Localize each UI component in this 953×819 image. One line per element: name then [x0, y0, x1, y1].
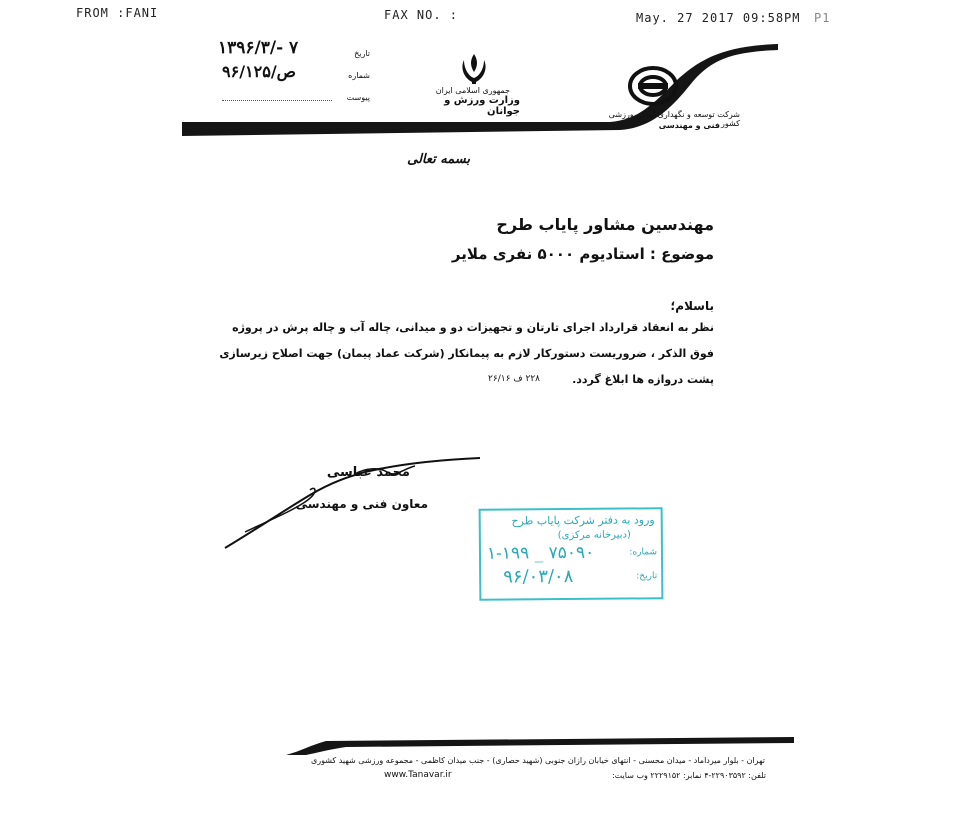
- company-logo-icon: [628, 66, 678, 106]
- receipt-stamp: [479, 507, 664, 601]
- stamp-number-value: ۱-۱۹۹ _ ۷۵۰۹۰: [486, 542, 595, 564]
- ministry-emblem-icon: [458, 52, 490, 86]
- invocation: بسمه تعالی: [407, 152, 470, 167]
- number-value: ۹۶/۱۲۵/ص: [222, 62, 296, 81]
- company-name-line2: فنی و مهندسی: [658, 121, 720, 130]
- footer-band: [286, 735, 796, 757]
- greeting: باسلام؛: [670, 299, 714, 313]
- fax-datetime: May. 27 2017 09:58PM: [636, 11, 801, 25]
- fax-from: FROM :FANI: [76, 6, 159, 20]
- signatory-title: معاون فنی و مهندسی: [295, 497, 428, 511]
- stamp-line-2: (دبیرخانه مرکزی): [557, 529, 631, 542]
- body-line-1: نظر به انعقاد قرارداد اجرای تارتان و تجهیزات دو و میدانی، چاله آب و چاله پرش در پروژه: [232, 321, 714, 334]
- recipient: مهندسین مشاور پایاب طرح: [496, 215, 714, 234]
- subject: موضوع : استادیوم ۵۰۰۰ نفری ملایر: [451, 245, 714, 263]
- fax-page-marker: P1: [814, 11, 831, 25]
- date-value: ۱۳۹۶/۳/- ۷: [218, 38, 299, 58]
- body-reference: ۲۲۸ ف ۲۶/۱۶: [488, 374, 540, 384]
- ministry-name: وزارت ورزش و جوانان: [444, 95, 520, 117]
- date-label: تاریخ: [354, 49, 370, 58]
- footer-address: تهران - بلوار میرداماد - میدان محسنی - انتهای خیابان رازان جنوبی (شهید حصاری) - جنب میدان کاظمی - مجموعه ورزشی شهید کشوری: [310, 756, 765, 765]
- attachment-line: [222, 100, 332, 101]
- fax-number-label: FAX NO. :: [384, 8, 459, 22]
- stamp-line-1: ورود به دفتر شرکت پایاب طرح: [511, 513, 655, 528]
- attachment-label: پیوست: [346, 93, 370, 102]
- footer-website: www.Tanavar.ir: [384, 770, 452, 780]
- stamp-date-value: ۹۶/۰۳/۰۸: [503, 565, 574, 588]
- footer-phone: تلفن: ۲۲۹۰۳۵۹۲-۴ نمابر: ۲۲۲۹۱۵۲ وب سایت:: [611, 771, 766, 780]
- body-line-3: پشت دروازه ها ابلاغ گردد.: [572, 373, 714, 386]
- ministry-country: جمهوری اسلامی ایران: [435, 86, 510, 95]
- stamp-number-label: شماره:: [629, 547, 658, 558]
- company-name-line1: شرکت توسعه و نگهداری اماکن ورزشی کشور: [608, 110, 740, 128]
- stamp-date-label: تاریخ:: [636, 571, 658, 582]
- number-label: شماره: [348, 71, 370, 80]
- signatory-name: محمد عباسی: [326, 465, 410, 480]
- body-line-2: فوق الذکر ، ضروریست دستورکار لازم به پیمانکار (شرکت عماد پیمان) جهت اصلاح زیرسازی: [219, 347, 714, 360]
